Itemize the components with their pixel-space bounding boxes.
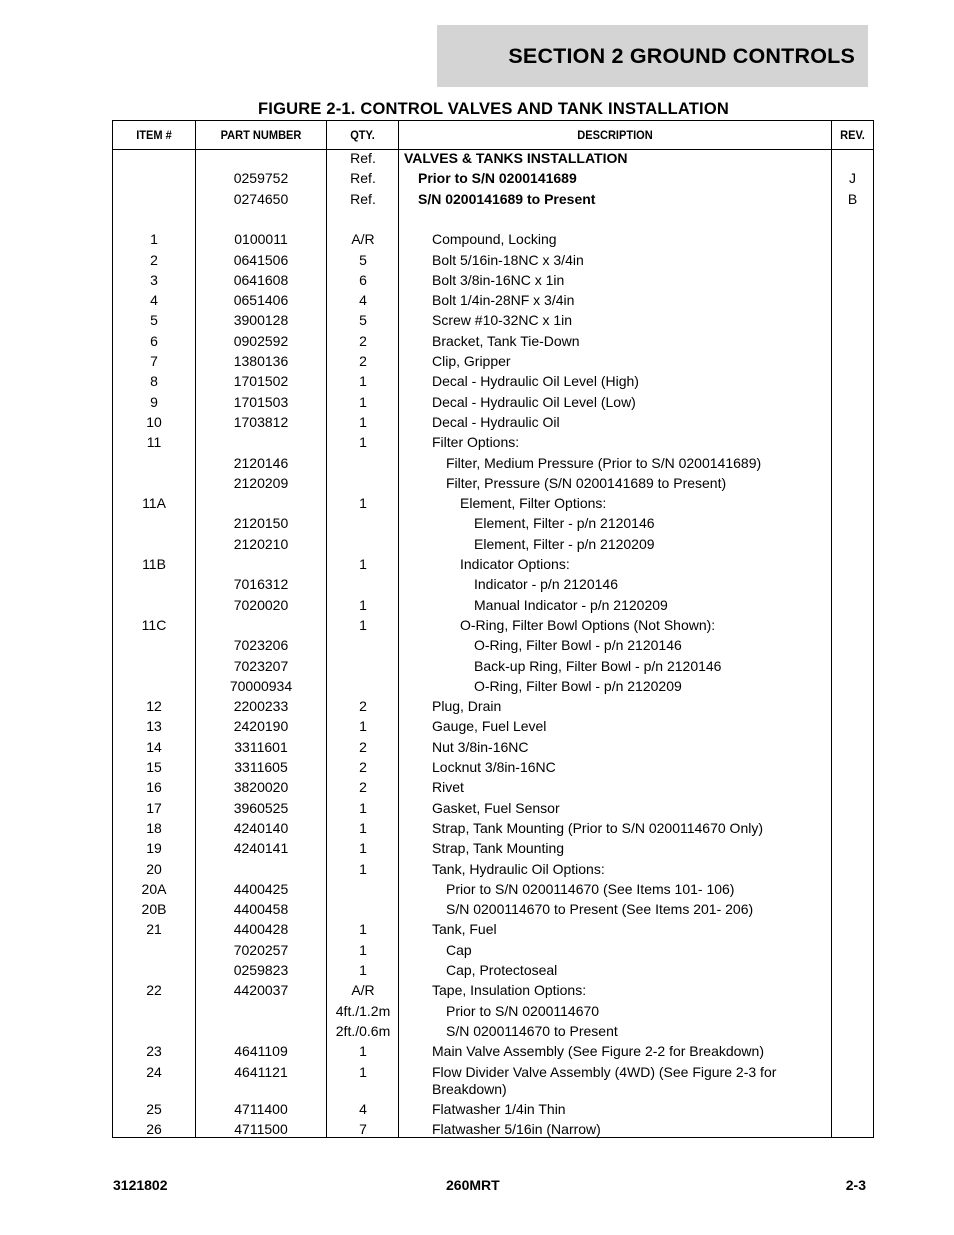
table-row xyxy=(113,434,873,454)
qty-cell: 2 xyxy=(359,779,367,796)
qty-cell: 2ft./0.6m xyxy=(335,1022,391,1039)
description-cell: O-Ring, Filter Bowl Options (Not Shown): xyxy=(460,616,716,633)
description-cell: Filter, Medium Pressure (Prior to S/N 0200141689) xyxy=(446,454,762,471)
description-cell: Bracket, Tank Tie-Down xyxy=(432,332,580,349)
description-cell: Screw #10-32NC x 1in xyxy=(432,312,573,329)
item-cell: 10 xyxy=(146,413,162,430)
table-row xyxy=(113,556,873,576)
table-row xyxy=(113,1101,873,1121)
item-cell: 4 xyxy=(150,292,158,309)
item-cell: 8 xyxy=(150,373,158,390)
table-row xyxy=(113,536,873,556)
description-cell: Filter, Pressure (S/N 0200141689 to Present) xyxy=(446,474,727,491)
table-row xyxy=(113,231,873,251)
item-cell: 9 xyxy=(150,393,158,410)
table-row xyxy=(113,312,873,332)
qty-cell: 1 xyxy=(359,860,367,877)
description-cell: Rivet xyxy=(432,779,464,796)
part-number-cell: 0259823 xyxy=(233,962,289,978)
table-row xyxy=(113,333,873,353)
qty-cell: 1 xyxy=(359,819,367,836)
part-number-cell: 4240140 xyxy=(233,819,289,836)
part-number-cell: 7020257 xyxy=(233,941,289,958)
qty-cell: 1 xyxy=(359,434,367,451)
rev-cell: J xyxy=(849,170,856,187)
item-cell: 16 xyxy=(146,779,162,796)
table-row xyxy=(113,658,873,678)
table-row xyxy=(113,962,873,982)
item-cell: 18 xyxy=(146,819,162,836)
qty-cell: 1 xyxy=(359,556,367,572)
description-cell: Main Valve Assembly (See Figure 2-2 for Breakdown) xyxy=(432,1043,764,1060)
description-cell: Bolt 5/16in-18NC x 3/4in xyxy=(432,251,584,268)
table-row xyxy=(113,982,873,1002)
item-cell: 24 xyxy=(146,1063,162,1080)
description-cell: Element, Filter Options: xyxy=(460,495,607,512)
qty-cell: 1 xyxy=(359,799,367,816)
table-row xyxy=(113,901,873,921)
table-row xyxy=(113,921,873,941)
item-cell: 6 xyxy=(150,332,158,349)
footer-page-number: 2-3 xyxy=(845,1177,866,1193)
description-cell: Filter Options: xyxy=(432,434,520,451)
table-row xyxy=(113,759,873,779)
section-header xyxy=(437,25,868,87)
description-cell: Clip, Gripper xyxy=(432,353,511,369)
header-qty: QTY. xyxy=(350,128,375,142)
description-cell: Element, Filter - p/n 2120209 xyxy=(474,535,655,552)
part-number-cell: 0100011 xyxy=(234,231,288,248)
table-row xyxy=(113,150,873,170)
table-row xyxy=(113,820,873,840)
part-number-cell: 1701503 xyxy=(233,393,289,410)
table-row xyxy=(113,170,873,190)
qty-cell: 2 xyxy=(359,738,367,755)
part-number-cell: 4400458 xyxy=(233,901,289,918)
description-cell: Bolt 3/8in-16NC x 1in xyxy=(432,271,565,288)
qty-cell: 2 xyxy=(359,353,367,369)
item-cell: 11B xyxy=(142,556,166,572)
item-cell: 1 xyxy=(150,231,158,248)
description-cell: Cap xyxy=(446,941,472,958)
qty-cell: 1 xyxy=(359,1063,367,1080)
table-row xyxy=(113,1064,873,1101)
description-cell: Tank, Hydraulic Oil Options: xyxy=(432,860,605,877)
qty-cell: 1 xyxy=(359,962,367,978)
qty-cell: Ref. xyxy=(350,190,376,207)
qty-cell: 7 xyxy=(359,1120,367,1137)
table-row xyxy=(113,617,873,637)
description-cell: S/N 0200141689 to Present xyxy=(418,190,596,207)
qty-cell: 1 xyxy=(359,840,367,857)
description-cell: Gauge, Fuel Level xyxy=(432,718,547,735)
item-cell: 13 xyxy=(146,718,162,735)
description-cell: Decal - Hydraulic Oil Level (High) xyxy=(432,373,639,390)
qty-cell: 4ft./1.2m xyxy=(335,1002,391,1019)
qty-cell: 1 xyxy=(359,596,367,613)
description-cell: Flow Divider Valve Assembly (4WD) (See Figure 2-3 for Breakdown) xyxy=(432,1063,777,1097)
item-cell: 23 xyxy=(146,1043,162,1060)
table-row xyxy=(113,698,873,718)
part-number-cell: 4240141 xyxy=(233,840,289,857)
part-number-cell: 7020020 xyxy=(233,596,289,613)
description-cell: S/N 0200114670 to Present xyxy=(446,1022,618,1039)
description-cell: O-Ring, Filter Bowl - p/n 2120209 xyxy=(474,677,682,694)
item-cell: 5 xyxy=(150,312,158,329)
table-row xyxy=(113,373,873,393)
table-row xyxy=(113,718,873,738)
qty-cell: 1 xyxy=(359,616,367,633)
qty-cell: 1 xyxy=(359,495,367,512)
qty-cell: 2 xyxy=(359,698,367,715)
description-cell: Flatwasher 5/16in (Narrow) xyxy=(432,1120,601,1137)
table-row xyxy=(113,394,873,414)
header-part-number: PART NUMBER xyxy=(220,128,302,142)
item-cell: 22 xyxy=(146,982,162,999)
item-cell: 12 xyxy=(146,698,162,715)
qty-cell: 1 xyxy=(359,718,367,735)
qty-cell: 1 xyxy=(359,393,367,410)
description-cell: Prior to S/N 0200114670 (See Items 101- 106) xyxy=(446,880,735,897)
part-number-cell: 1703812 xyxy=(233,413,289,430)
description-cell: Strap, Tank Mounting xyxy=(432,840,565,857)
table-row xyxy=(113,1121,873,1141)
part-number-cell: 4711400 xyxy=(234,1100,288,1117)
table-row xyxy=(113,739,873,759)
table-row xyxy=(113,1003,873,1023)
item-cell: 20A xyxy=(141,880,167,897)
table-row xyxy=(113,637,873,657)
section-title: SECTION 2 GROUND CONTROLS xyxy=(508,43,855,68)
header-item: ITEM # xyxy=(136,128,172,142)
part-number-cell: 7016312 xyxy=(233,576,289,593)
qty-cell: 1 xyxy=(359,941,367,958)
part-number-cell: 70000934 xyxy=(229,677,293,694)
table-row xyxy=(113,861,873,881)
description-cell: Gasket, Fuel Sensor xyxy=(432,799,560,816)
table-row xyxy=(113,576,873,596)
description-cell: S/N 0200114670 to Present (See Items 201- 206) xyxy=(446,901,754,918)
part-number-cell: 1701502 xyxy=(233,373,289,390)
qty-cell: 1 xyxy=(359,413,367,430)
part-number-cell: 0641506 xyxy=(233,251,289,268)
part-number-cell: 3820020 xyxy=(233,779,289,796)
item-cell: 3 xyxy=(150,271,158,288)
qty-cell: 1 xyxy=(359,1043,367,1060)
item-cell: 20B xyxy=(141,901,167,918)
qty-cell: 1 xyxy=(359,373,367,390)
description-cell: Tape, Insulation Options: xyxy=(432,982,587,999)
table-row xyxy=(113,678,873,698)
description-cell: Indicator - p/n 2120146 xyxy=(474,576,618,593)
table-row xyxy=(113,881,873,901)
description-cell: Flatwasher 1/4in Thin xyxy=(432,1100,566,1117)
table-row xyxy=(113,211,873,231)
part-number-cell: 3311605 xyxy=(234,759,288,775)
qty-cell: Ref. xyxy=(350,170,376,187)
description-cell: Locknut 3/8in-16NC xyxy=(432,759,556,775)
part-number-cell: 3900128 xyxy=(233,312,289,329)
part-number-cell: 0641608 xyxy=(233,271,289,288)
description-cell: Plug, Drain xyxy=(432,698,502,715)
description-cell: Bolt 1/4in-28NF x 3/4in xyxy=(432,292,575,309)
part-number-cell: 0902592 xyxy=(233,332,289,349)
header-rev: REV. xyxy=(840,128,865,142)
part-number-cell: 2120146 xyxy=(233,454,289,471)
description-cell: Decal - Hydraulic Oil xyxy=(432,413,560,430)
part-number-cell: 2120209 xyxy=(233,474,289,491)
qty-cell: A/R xyxy=(351,231,375,248)
part-number-cell: 4641121 xyxy=(234,1063,288,1080)
parts-table xyxy=(112,120,874,1138)
qty-cell: 4 xyxy=(359,292,367,309)
qty-cell: 2 xyxy=(359,332,367,349)
part-number-cell: 2120210 xyxy=(233,535,289,552)
item-cell: 20 xyxy=(146,860,162,877)
part-number-cell: 4641109 xyxy=(234,1043,288,1060)
item-cell: 25 xyxy=(146,1100,162,1117)
item-cell: 17 xyxy=(146,799,162,816)
item-cell: 21 xyxy=(146,921,162,938)
table-row xyxy=(113,515,873,535)
qty-cell: 1 xyxy=(359,921,367,938)
description-cell: Back-up Ring, Filter Bowl - p/n 2120146 xyxy=(474,657,722,674)
part-number-cell: 4400428 xyxy=(233,921,289,938)
qty-cell: 5 xyxy=(359,251,367,268)
table-row xyxy=(113,840,873,860)
footer-model: 260MRT xyxy=(446,1177,500,1193)
part-number-cell: 0274650 xyxy=(233,190,289,207)
part-number-cell: 2200233 xyxy=(233,698,289,715)
item-cell: 11A xyxy=(142,495,166,512)
part-number-cell: 0651406 xyxy=(233,292,289,309)
table-row xyxy=(113,414,873,434)
description-cell: O-Ring, Filter Bowl - p/n 2120146 xyxy=(474,637,682,654)
table-row xyxy=(113,272,873,292)
table-row xyxy=(113,779,873,799)
table-row xyxy=(113,1043,873,1063)
description-cell: Cap, Protectoseal xyxy=(446,962,558,978)
part-number-cell: 2120150 xyxy=(233,515,289,532)
qty-cell: 6 xyxy=(359,271,367,288)
table-row xyxy=(113,455,873,475)
qty-cell: 4 xyxy=(359,1100,367,1117)
table-row xyxy=(113,191,873,211)
footer-doc-number: 3121802 xyxy=(113,1177,168,1193)
description-cell: Manual Indicator - p/n 2120209 xyxy=(474,596,668,613)
qty-cell: 5 xyxy=(359,312,367,329)
description-cell: Compound, Locking xyxy=(432,231,557,248)
rev-cell: B xyxy=(847,190,858,207)
item-cell: 7 xyxy=(150,353,158,369)
part-number-cell: 1380136 xyxy=(233,353,289,369)
item-cell: 14 xyxy=(146,738,162,755)
description-cell: Tank, Fuel xyxy=(432,921,497,938)
part-number-cell: 3960525 xyxy=(233,799,289,816)
header-description: DESCRIPTION xyxy=(577,128,653,142)
part-number-cell: 4400425 xyxy=(233,880,289,897)
item-cell: 26 xyxy=(146,1120,162,1137)
table-row xyxy=(113,292,873,312)
part-number-cell: 0259752 xyxy=(233,170,289,187)
description-cell: Prior to S/N 0200141689 xyxy=(418,170,577,187)
table-row xyxy=(113,475,873,495)
figure-title: FIGURE 2-1. CONTROL VALVES AND TANK INSTALLATION xyxy=(258,100,729,118)
item-cell: 15 xyxy=(146,759,162,775)
description-cell: Nut 3/8in-16NC xyxy=(432,738,529,755)
description-cell: Indicator Options: xyxy=(460,556,570,572)
part-number-cell: 4420037 xyxy=(233,982,289,999)
description-cell: Decal - Hydraulic Oil Level (Low) xyxy=(432,393,636,410)
part-number-cell: 2420190 xyxy=(233,718,289,735)
item-cell: 11C xyxy=(141,616,167,633)
description-cell: Strap, Tank Mounting (Prior to S/N 0200114670 Only) xyxy=(432,819,763,836)
part-number-cell: 4711500 xyxy=(234,1120,288,1137)
description-cell: VALVES & TANKS INSTALLATION xyxy=(404,150,628,166)
description-cell: Prior to S/N 0200114670 xyxy=(446,1002,600,1019)
item-cell: 2 xyxy=(150,251,158,268)
table-row xyxy=(113,353,873,373)
table-row xyxy=(113,252,873,272)
qty-cell: 2 xyxy=(359,759,367,775)
table-row xyxy=(113,597,873,617)
item-cell: 19 xyxy=(146,840,162,857)
table-row xyxy=(113,800,873,820)
part-number-cell: 3311601 xyxy=(234,738,288,755)
table-row xyxy=(113,1023,873,1043)
table-row xyxy=(113,942,873,962)
qty-cell: A/R xyxy=(351,982,375,999)
item-cell: 11 xyxy=(146,434,162,451)
qty-cell: Ref. xyxy=(350,150,376,166)
table-row xyxy=(113,495,873,515)
part-number-cell: 7023206 xyxy=(233,637,289,654)
part-number-cell: 7023207 xyxy=(233,657,289,674)
description-cell: Element, Filter - p/n 2120146 xyxy=(474,515,655,532)
